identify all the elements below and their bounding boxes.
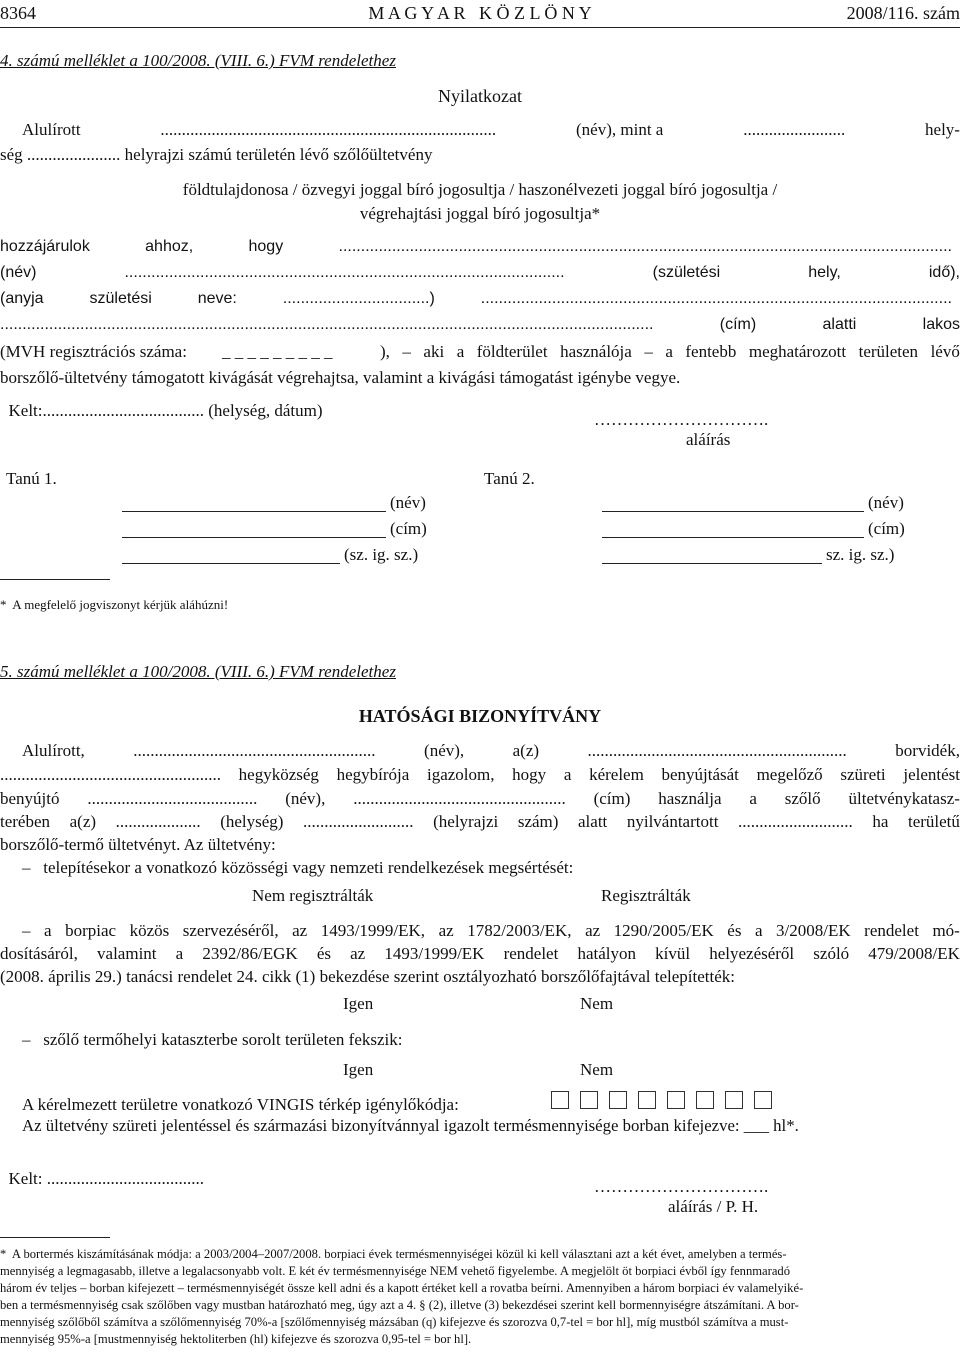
witness1-id-label: (sz. ig. sz.) — [344, 545, 419, 564]
annex4-kelt-line: Kelt:...................................... (helység, dátum) — [8, 401, 323, 420]
vingis-code-box[interactable] — [725, 1091, 743, 1109]
annex5-bullet2-line2: dosításáról, valamint a 2392/86/EGK és az 1493/1999/EK rendelet hatályon kívül helyezéséről szóló 479/2008/EK — [0, 944, 960, 963]
annex5-footnote-rule — [0, 1237, 110, 1238]
vingis-code-box[interactable] — [667, 1091, 685, 1109]
option-not-registered: Nem regisztrálták — [252, 886, 374, 905]
annex5-kelt-line: Kelt: ..................................... — [8, 1169, 204, 1188]
annex4-line2: ség ...................... helyrajzi számú területén lévő szőlőültetvény — [0, 145, 433, 164]
witness1-name-label: (név) — [390, 493, 426, 512]
footnote-line1: * A bortermés kiszámításának módja: a 2003/2004–2007/2008. borpiaci évek termésmennyiségei közül ki kell választani azt a két évet, amelyben a termés- — [0, 1247, 787, 1261]
annex5-line4: terében a(z) .................... (helység) .......................... (helyrajzi szám) alatt nyilvántartott ........................... ha területű — [0, 812, 960, 831]
annex5-title: 5. számú melléklet a 100/2008. (VIII. 6.) FVM rendelethez — [0, 662, 396, 681]
issue-number: 2008/116. szám — [846, 3, 960, 23]
annex4-para-line6: borszőlő-ültetvény támogatott kivágását végrehajtsa, valamint a kivágási támogatást igénybe vegye. — [0, 368, 681, 387]
witness1-label: Tanú 1. — [6, 469, 57, 488]
annex4-footnote: * A megfelelő jogviszonyt kérjük aláhúzni! — [0, 597, 229, 612]
annex5-signature-dots: …………………………. — [594, 1177, 769, 1196]
annex4-heading: Nyilatkozat — [438, 86, 522, 106]
page-number: 8364 — [0, 3, 36, 23]
footnote-line6: mennyiség 95%-a [mustmennyiség hektoliterben (hl) kifejezve és szorozva 0,95-tel = bor hl]. — [0, 1332, 472, 1346]
annex5-bullet2-line1: – a borpiac közös szervezéséről, az 1493/1999/EK, az 1782/2003/EK, az 1290/2005/EK és a 3/2008/EK rendelet mó- — [22, 921, 960, 940]
annex4-signature-dots: …………………………. — [594, 410, 769, 429]
witness1-id-line — [122, 563, 340, 564]
witness2-id-line — [602, 563, 822, 564]
annex4-line1: Alulírott ............................................................................... (név), mint a ........................ hely- — [22, 120, 960, 139]
witness1-addr-label: (cím) — [390, 519, 427, 538]
witness2-name-label: (név) — [868, 493, 904, 512]
witness2-label: Tanú 2. — [484, 469, 535, 488]
annex4-para-line5: (MVH regisztrációs száma: _ _ _ _ _ _ _ _ _ ), – aki a földterület használója – a fentebb meghatározott területen lévő — [0, 342, 960, 361]
annex5-line5: borszőlő-termő ültetvényt. Az ültetvény: — [0, 835, 276, 854]
option-registered: Regisztrálták — [601, 886, 691, 905]
footnote-line4: ben a termésmennyiség csak szőlőben vagy mustban határozható meg, úgy azt a 4. § (2), illetve (3) bekezdései szerint kell bormennyiségre átszámítani. A bor- — [0, 1298, 799, 1312]
annex4-para-line2: (név) ................................................................................................... (születési hely, idő), — [0, 264, 960, 281]
annex5-line2: .................................................... hegyközség hegybírója igazolom, hogy a kérelem benyújtását megelőző szüreti jelentést — [0, 765, 960, 784]
vingis-code-box[interactable] — [638, 1091, 656, 1109]
annex4-roles1: földtulajdonosa / özvegyi joggal bíró jogosultja / haszonélvezeti joggal bíró jogosultja / — [182, 180, 778, 199]
option-yes-1: Igen — [343, 994, 374, 1013]
annex4-footnote-rule — [0, 579, 110, 580]
annex4-signature-label: aláírás — [686, 430, 731, 449]
annex5-bullet3: – szőlő termőhelyi kataszterbe sorolt területen fekszik: — [22, 1030, 403, 1049]
footnote-line3: három év teljes – borban kifejezett – termésmennyiségét össze kell adni és a kapott értéket kell a rovatba beírni. Amennyiben a három borpiaci év valamelyiké- — [0, 1281, 804, 1295]
vingis-label: A kérelmezett területre vonatkozó VINGIS térkép igénylőkódja: — [22, 1095, 459, 1114]
annex5-heading: HATÓSÁGI BIZONYÍTVÁNY — [358, 706, 602, 726]
vingis-code-box[interactable] — [609, 1091, 627, 1109]
witness2-addr-line — [602, 537, 864, 538]
header-rule — [0, 27, 960, 28]
vingis-code-box[interactable] — [754, 1091, 772, 1109]
option-no-1: Nem — [580, 994, 614, 1013]
annex4-roles2: végrehajtási joggal bíró jogosultja* — [359, 204, 601, 223]
witness2-addr-label: (cím) — [868, 519, 905, 538]
annex5-bullet2-line3: (2008. április 29.) tanácsi rendelet 24. cikk (1) bekezdése szerint osztályozható borszőlőfajtával telepítették: — [0, 967, 735, 986]
option-no-2: Nem — [580, 1060, 614, 1079]
annex5-line3: benyújtó ........................................ (név), .................................................. (cím) használja a szőlő ültetvénykatasz- — [0, 789, 960, 808]
annex4-para-line3: (anyja születési neve: .................................) .......................................................................................................... — [0, 290, 952, 307]
witness1-name-line — [122, 511, 386, 512]
yield-statement: Az ültetvény szüreti jelentéssel és származási bizonyítvánnyal igazolt termésmennyisége borban kifejezve: ___ hl*. — [22, 1116, 799, 1135]
vingis-code-box[interactable] — [580, 1091, 598, 1109]
witness1-addr-line — [122, 537, 386, 538]
vingis-code-box[interactable] — [696, 1091, 714, 1109]
annex4-title: 4. számú melléklet a 100/2008. (VIII. 6.) FVM rendelethez — [0, 51, 396, 70]
vingis-code-box[interactable] — [551, 1091, 569, 1109]
annex5-signature-label: aláírás / P. H. — [668, 1197, 759, 1216]
annex5-bullet1: – telepítésekor a vonatkozó közösségi vagy nemzeti rendelkezések megsértését: — [22, 858, 574, 877]
option-yes-2: Igen — [343, 1060, 374, 1079]
footnote-line2: mennyiség a legmagasabb, illetve a legalacsonyabb volt. E két év termésmennyisége NEM vehető figyelembe. A megjelölt öt borpiaci évből így fennmaradó — [0, 1264, 791, 1278]
annex4-para-line4: ................................................................................................................................................... (cím) alatti lakos — [0, 316, 960, 333]
witness2-name-line — [602, 511, 864, 512]
annex4-para-line1: hozzájárulok ahhoz, hogy .......................................................................................................................................... — [0, 238, 952, 255]
annex5-line1: Alulírott, ......................................................... (név), a(z) ............................................................. borvidék, — [22, 741, 960, 760]
footnote-line5: mennyiség szőlőből számítva a szőlőmennyiség 70%-a [szőlőmennyiség mázsában (q) kifejezve és szorozva 0,7-tel = bor hl], míg mustból számítva a must- — [0, 1315, 789, 1329]
witness2-id-label: sz. ig. sz.) — [826, 545, 895, 564]
journal-title: M A G Y A R K Ö Z L Ö N Y — [368, 3, 592, 23]
